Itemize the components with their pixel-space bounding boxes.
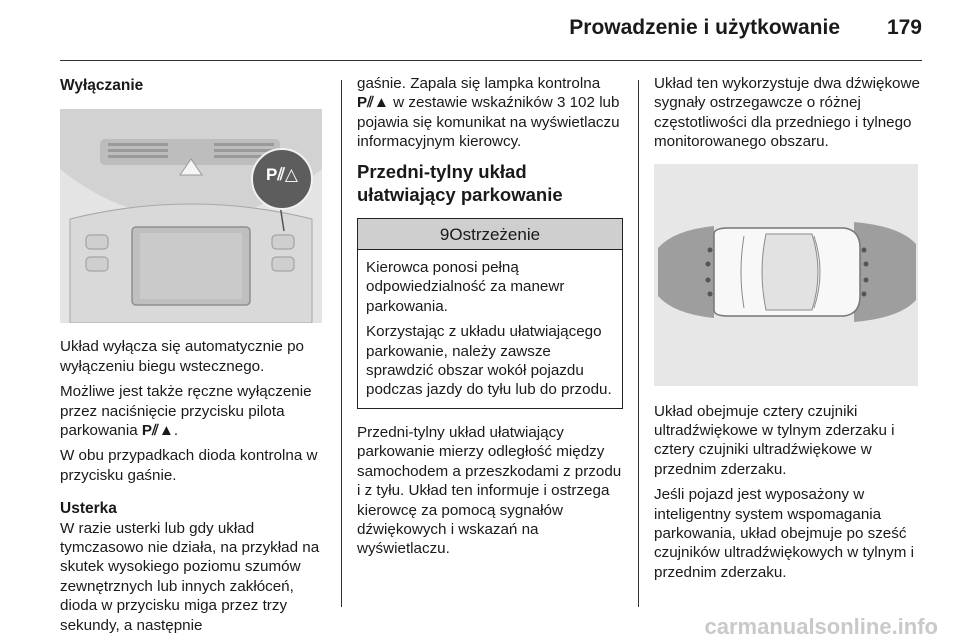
paragraph-manual-off-text: Możliwe jest także ręczne wyłączenie przez naciśnięcie przycisku pilota parkowania xyxy=(60,383,312,440)
column-2 xyxy=(357,74,623,565)
warning-symbol-icon: 9 xyxy=(439,224,450,244)
paragraph-continued-c: lub pojawia się komunikat na wyświetlaczu informacyjnym kierowcy. xyxy=(357,94,620,151)
warning-title: Ostrzeżenie xyxy=(449,224,541,244)
column-3 xyxy=(654,74,924,588)
warning-body xyxy=(358,250,622,408)
warning-header xyxy=(358,219,622,250)
paragraph-continued-a: gaśnie. Zapala się lampka kontrolna xyxy=(357,75,601,92)
page-number: 179 xyxy=(886,16,922,39)
paragraph-continued-b: w zestawie wskaźników xyxy=(393,94,553,112)
dashboard-illustration xyxy=(60,109,322,323)
paragraph-manual-off-end: . xyxy=(173,422,179,440)
paragraph-fault: W razie usterki lub gdy układ tymczasowo nie działa, na przykład na skutek wysokiego poziomu szumów zewnętrznych lub innych zakłóceń, dioda w przycisku miga przez trzy sekundy, a następnie xyxy=(60,519,320,634)
sensor-coverage-illustration xyxy=(654,164,918,386)
warning-box xyxy=(357,218,623,409)
page-reference: 3 102 xyxy=(556,94,595,112)
sensor-coverage-figure xyxy=(654,164,918,386)
paragraph-warning-signals: Układ ten wykorzystuje dwa dźwiękowe sygnały ostrzegawcze o różnej częstotliwości dla przedniego i tylnego monitorowanego obszaru. xyxy=(654,75,920,151)
section-heading-park-assist: Przedni-tylny układ ułatwiający parkowanie xyxy=(357,160,563,205)
section-heading-switch-off: Wyłączanie xyxy=(60,77,144,94)
column-1 xyxy=(60,74,328,641)
park-pilot-button-callout: P⫽△ xyxy=(266,165,298,185)
warning-paragraph-2: Korzystając z układu ułatwiającego parkowanie, należy zawsze sprawdzić obszar wokół pojazdu podczas jazdy do tyłu lub do przodu. xyxy=(366,323,612,399)
paragraph-continued xyxy=(357,74,623,152)
column-divider-2 xyxy=(638,80,639,607)
park-pilot-icon: P⫽▲ xyxy=(141,422,174,440)
fault-heading: Usterka xyxy=(60,500,117,518)
column-divider-1 xyxy=(341,80,342,607)
paragraph-auto-off: Układ wyłącza się automatycznie po wyłączeniu biegu wstecznego. xyxy=(60,338,304,375)
paragraph-led-off: W obu przypadkach dioda kontrolna w przycisku gaśnie. xyxy=(60,447,318,484)
paragraph-park-assist-description: Przedni-tylny układ ułatwiający parkowanie mierzy odległość między samochodem a przeszkodami z przodu i z tyłu. Układ ten informuje i ostrzega kierowcę za pomocą sygnałów dźwiękowych i wskazań na wyświetlaczu. xyxy=(357,423,622,558)
warning-paragraph-1: Kierowca ponosi pełną odpowiedzialność za manewr parkowania. xyxy=(366,259,565,315)
page-header-title: Prowadzenie i użytkowanie xyxy=(569,16,840,39)
paragraph-four-sensors: Układ obejmuje cztery czujniki ultradźwiękowe w tylnym zderzaku i cztery czujniki ultradźwiękowe w przednim zderzaku. xyxy=(654,402,895,478)
header-rule xyxy=(60,60,922,61)
park-pilot-icon-inline: P⫽▲ xyxy=(357,94,389,112)
watermark: carmanualsonline.info xyxy=(704,614,938,639)
paragraph-six-sensors: Jeśli pojazd jest wyposażony w inteligentny system wspomagania parkowania, układ obejmuje po sześć czujników ultradźwiękowych w tylnym i przednim zderzaku. xyxy=(654,486,914,581)
dashboard-figure xyxy=(60,109,322,323)
paragraph-manual-off xyxy=(60,382,328,440)
